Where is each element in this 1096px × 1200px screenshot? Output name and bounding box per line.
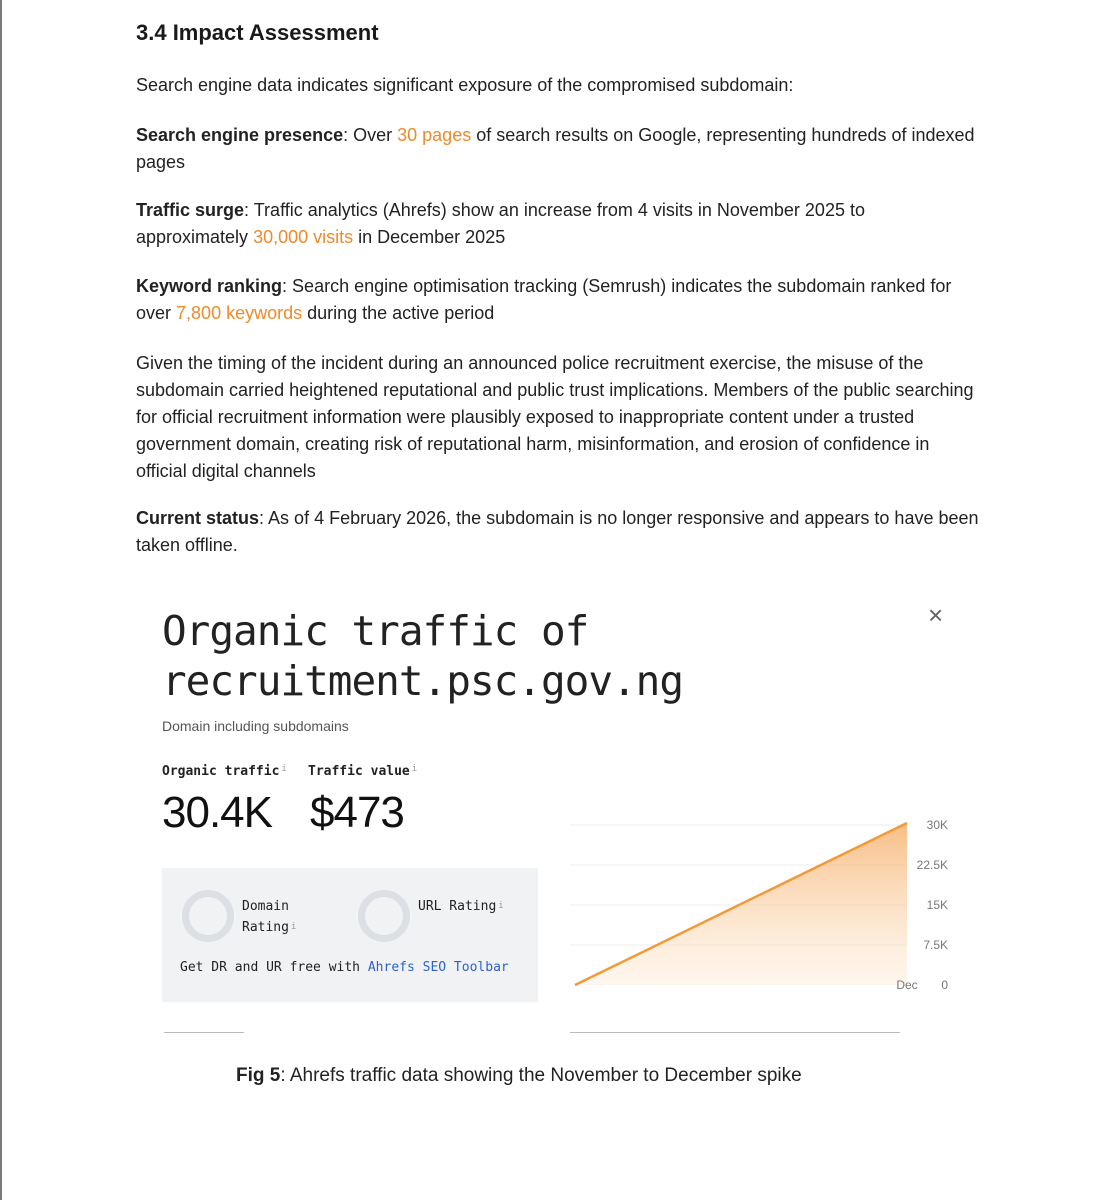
rating-panel (162, 868, 538, 1002)
presence-post: of search results on Google, representing hundreds of indexed pages (136, 125, 975, 172)
caption-text: Ahrefs traffic data showing the November to December spike (289, 1065, 802, 1086)
traffic-value-label (308, 764, 417, 779)
keyword-paragraph (136, 273, 981, 327)
keyword-highlight: 7,800 keywords (176, 303, 303, 323)
presence-label: Search engine presence (136, 125, 344, 145)
status-label: Current status (136, 508, 260, 528)
keyword-post: during the active period (302, 303, 495, 323)
caption-sep: : (280, 1065, 290, 1086)
keyword-sep: : (282, 276, 293, 296)
traffic-post: in December 2025 (353, 227, 506, 247)
info-icon[interactable]: i (411, 764, 418, 774)
traffic-label: Traffic surge (136, 200, 245, 220)
ahrefs-screenshot (160, 590, 960, 1050)
domain-rating-ring-icon (182, 890, 234, 942)
organic-traffic-label (162, 764, 287, 779)
keyword-label: Keyword ranking (136, 276, 283, 296)
domain-rating-label-text: Domain Rating (242, 899, 289, 935)
cutoff-divider (570, 1032, 900, 1033)
url-rating-label-text: URL Rating (418, 899, 497, 914)
presence-sep: : (343, 125, 354, 145)
y-tick-label: 0 (941, 978, 948, 992)
traffic-value-label-text: Traffic value (308, 764, 410, 779)
traffic-pre: Traffic analytics (Ahrefs) show an increase from 4 visits in November 2025 to approximately (136, 200, 865, 247)
traffic-sep: : (244, 200, 254, 220)
organic-traffic-label-text: Organic traffic (162, 764, 280, 779)
intro-paragraph: Search engine data indicates significant exposure of the compromised subdomain: (136, 75, 794, 95)
keyword-pre: Search engine optimisation tracking (Semrush) indicates the subdomain ranked for over (136, 276, 952, 323)
y-tick-label: 30K (926, 818, 948, 832)
organic-traffic-value: 30.4K (162, 788, 272, 837)
status-text: As of 4 February 2026, the subdomain is no longer responsive and appears to have been taken offline. (136, 508, 979, 555)
url-rating-ring-icon (358, 890, 410, 942)
url-rating-label (418, 896, 508, 917)
ahrefs-toolbar-link[interactable]: Ahrefs SEO Toolbar (367, 960, 509, 975)
figure-caption (236, 1065, 802, 1087)
y-tick-label: 7.5K (923, 938, 948, 952)
presence-pre: Over (353, 125, 398, 145)
toolbar-promo-text: Get DR and UR free with (180, 960, 368, 975)
traffic-paragraph (136, 197, 981, 251)
status-paragraph (136, 505, 981, 559)
toolbar-promo (180, 960, 509, 975)
traffic-value-value: $473 (310, 788, 404, 837)
page-left-border (0, 0, 2, 1200)
y-tick-label: 15K (926, 898, 948, 912)
traffic-highlight: 30,000 visits (253, 227, 354, 247)
cutoff-divider (164, 1032, 244, 1033)
caption-label: Fig 5 (236, 1065, 281, 1086)
section-heading: 3.4 Impact Assessment (136, 20, 379, 45)
organic-traffic-chart (570, 805, 960, 1005)
status-sep: : (259, 508, 269, 528)
ahrefs-subtitle: Domain including subdomains (162, 718, 349, 734)
y-tick-label: 22.5K (916, 858, 948, 872)
ahrefs-title: Organic traffic of recruitment.psc.gov.ng (162, 607, 684, 705)
info-icon[interactable]: i (498, 901, 504, 911)
domain-rating-label (242, 896, 332, 938)
context-paragraph: Given the timing of the incident during an announced police recruitment exercise, the misuse of the subdomain carried heightened reputational and public trust implications. Members of the public searching for official recruitment information were plausibly exposed to inappropriate content under a trusted government domain, creating risk of reputational harm, misinformation, and erosion of confidence in official digital channels (136, 353, 974, 481)
info-icon[interactable]: i (290, 922, 297, 932)
x-tick-label: Dec (896, 978, 918, 992)
close-icon[interactable]: × (928, 600, 944, 630)
presence-highlight: 30 pages (397, 125, 472, 145)
info-icon[interactable]: i (281, 764, 287, 774)
presence-paragraph (136, 122, 981, 176)
